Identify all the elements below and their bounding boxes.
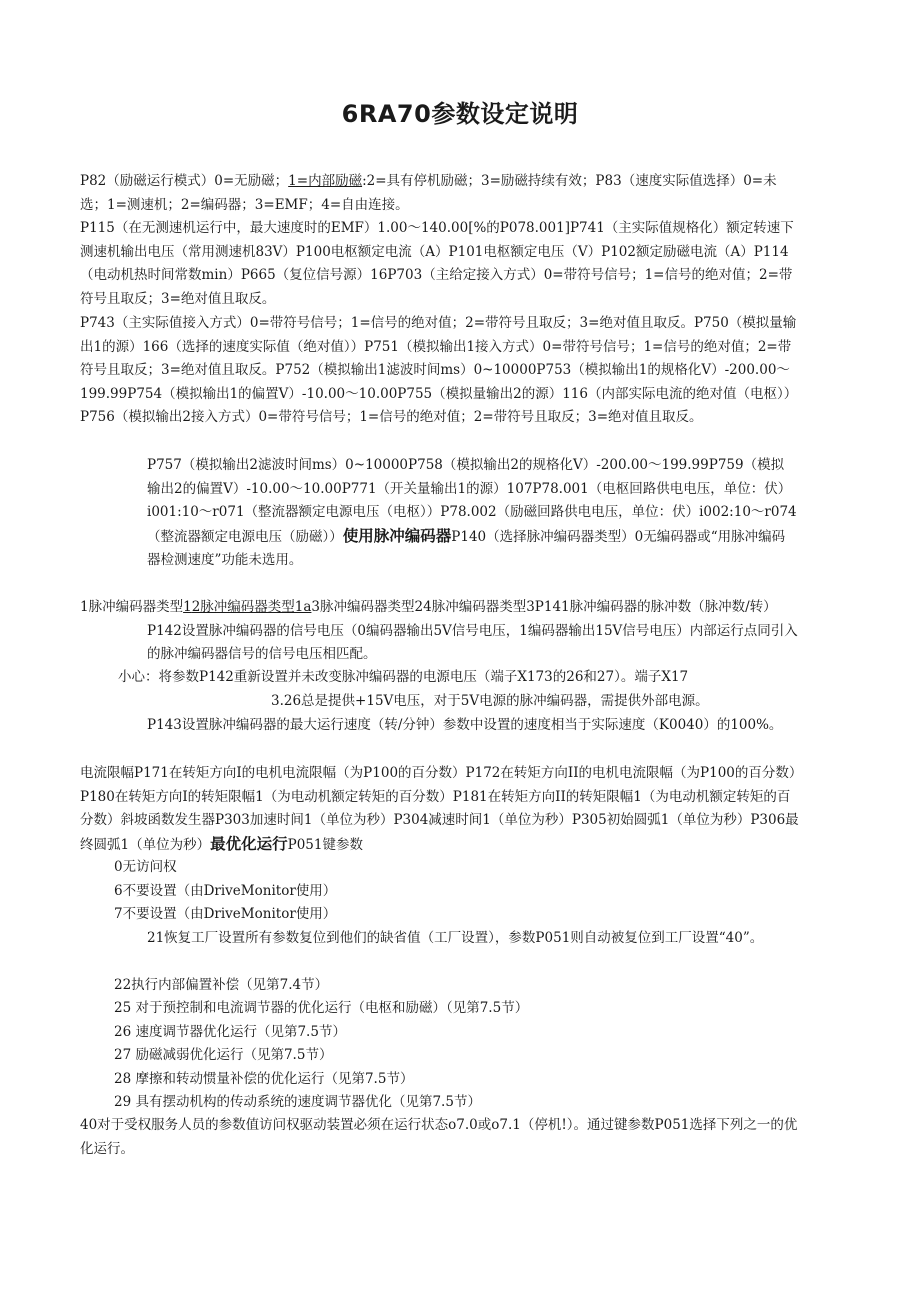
list-item-21: 21恢复工厂设置所有参数复位到他们的缺省值（工厂设置），参数P051则自动被复位到工厂设置“40”。 xyxy=(147,930,764,946)
p051-key-parameter: P051键参数 xyxy=(287,836,363,853)
list-item-7: 7不要设置（由DriveMonitor使用） xyxy=(114,906,337,922)
paragraph-encoder-types xyxy=(80,596,798,667)
current-limit-text: 电流限幅P171在转矩方向I的电机电流限幅（为P100的百分数）P172在转矩方向II的电机电流限幅（为P100的百分数）P180在转矩方向I的转矩限幅1（为电动机额定转矩的百分数）P181在转矩方向II的转矩限幅1（为电动机额定转矩的百分数）斜坡函数发生器P303加速时间1（单位为秒）P304减速时间1（单位为秒）P305初始圆弧1（单位为秒）P306最终圆弧1（单位为秒） xyxy=(80,765,799,853)
p82-p83-rest: :2=具有停机励磁；3=励磁持续有效；P83（速度实际值选择）0=未选；1=测速机；2=编码器；3=EMF；4=自由连接。 xyxy=(80,173,777,213)
p140-text: P140（选择脉冲编码器类型）0无编码器或“用脉冲编码器检测速度”功能未选用。 xyxy=(147,528,786,568)
list-item-27: 27 励磁减弱优化运行（见第7.5节） xyxy=(114,1047,333,1063)
list-item-6: 6不要设置（由DriveMonitor使用） xyxy=(114,883,337,899)
list-item-25: 25 对于预控制和电流调节器的优化运行（电枢和励磁）（见第7.5节） xyxy=(114,1000,529,1016)
caution-note-line1: 小心：将参数P142重新设置并未改变脉冲编码器的电源电压（端子X173的26和27）。端子X17 xyxy=(118,669,689,685)
page-title: 6RA70参数设定说明 xyxy=(341,100,579,128)
list-item-26: 26 速度调节器优化运行（见第7.5节） xyxy=(114,1024,346,1040)
pulse-encoder-heading: 使用脉冲编码器 xyxy=(342,526,452,545)
list-item-0: 0无访问权 xyxy=(114,859,177,875)
list-item-22: 22执行内部偏置补偿（见第7.4节） xyxy=(114,977,329,993)
paragraph-p743-p756: P743（主实际值接入方式）0=带符号信号；1=信号的绝对值；2=带符号且取反；3=绝对值且取反。P750（模拟量输出1的源）166（选择的速度实际值（绝对值））P751（模拟输出1接入方式）0=带符号信号；1=信号的绝对值；2=带符号且取反；3=绝对值且取反。P752（模拟输出1滤波时间ms）0~10000P753（模拟输出1的规格化V）-200.00〜199.99P754（模拟输出1的偏置V）-10.00〜10.00P755（模拟量输出2的源）116（内部实际电流的绝对值（电枢））P756（模拟输出2接入方式）0=带符号信号；1=信号的绝对值；2=带符号且取反；3=绝对值且取反。 xyxy=(80,315,798,425)
encoder-type-2: 2脉冲编码器类型1a xyxy=(191,599,312,615)
paragraph-p143: P143设置脉冲编码器的最大运行速度（转/分钟）参数中设置的速度相当于实际速度（K0040）的100%。 xyxy=(147,717,783,733)
paragraph-p757-p140 xyxy=(147,454,797,573)
paragraph-p115-p703: P115（在无测速机运行中，最大速度时的EMF）1.00〜140.00[%的P078.001]P741（主实际值规格化）额定转速下测速机输出电压（常用测速机83V）P100电枢额定电流（A）P101电枢额定电压（V）P102额定励磁电流（A）P114（电动机热时间常数min）P665（复位信号源）16P703（主给定接入方式）0=带符号信号；1=信号的绝对值；2=带符号且取反；3=绝对值且取反。 xyxy=(80,220,794,307)
encoder-types-p141-p142: 3脉冲编码器类型24脉冲编码器类型3P141脉冲编码器的脉冲数（脉冲数/转）P142设置脉冲编码器的信号电压（0编码器输出5V信号电压，1编码器输出15V信号电压）内部运行点同引入的脉冲编码器信号的信号电压相匹配。 xyxy=(147,599,798,662)
p82-internal-excitation: 1=内部励磁 xyxy=(288,173,363,189)
optimization-heading: 最优化运行 xyxy=(210,834,288,853)
encoder-type-1: 1脉冲编码器类型 xyxy=(80,599,184,615)
p82-text: P82（励磁运行模式）0=无励磁； xyxy=(80,173,289,189)
list-item-28: 28 摩擦和转动惯量补偿的优化运行（见第7.5节） xyxy=(114,1071,414,1087)
list-item-29: 29 具有摆动机构的传动系统的速度调节器优化（见第7.5节） xyxy=(114,1094,481,1110)
paragraph-current-limit xyxy=(80,762,800,857)
encoder-type-1-digit: 1 xyxy=(183,599,192,615)
p757-p78-text: P757（模拟输出2滤波时间ms）0~10000P758（模拟输出2的规格化V）-200.00〜199.99P759（模拟输出2的偏置V）-10.00〜10.00P771（开关量输出1的源）107P78.001（电枢回路供电电压，单位：伏）i001:10〜r071（整流器额定电源电压（电枢））P78.002（励磁回路供电电压，单位：伏）i002:10〜r074（整流器额定电源电压（励磁）） xyxy=(147,457,797,545)
paragraph-p82-p83 xyxy=(80,170,800,217)
caution-note-line2: 3.26总是提供+15V电压，对于5V电源的脉冲编码器，需提供外部电源。 xyxy=(271,693,709,709)
paragraph-p051-access: 40对于受权服务人员的参数值访问权驱动装置必须在运行状态o7.0或o7.1（停机!）。通过键参数P051选择下列之一的优化运行。 xyxy=(80,1117,798,1157)
